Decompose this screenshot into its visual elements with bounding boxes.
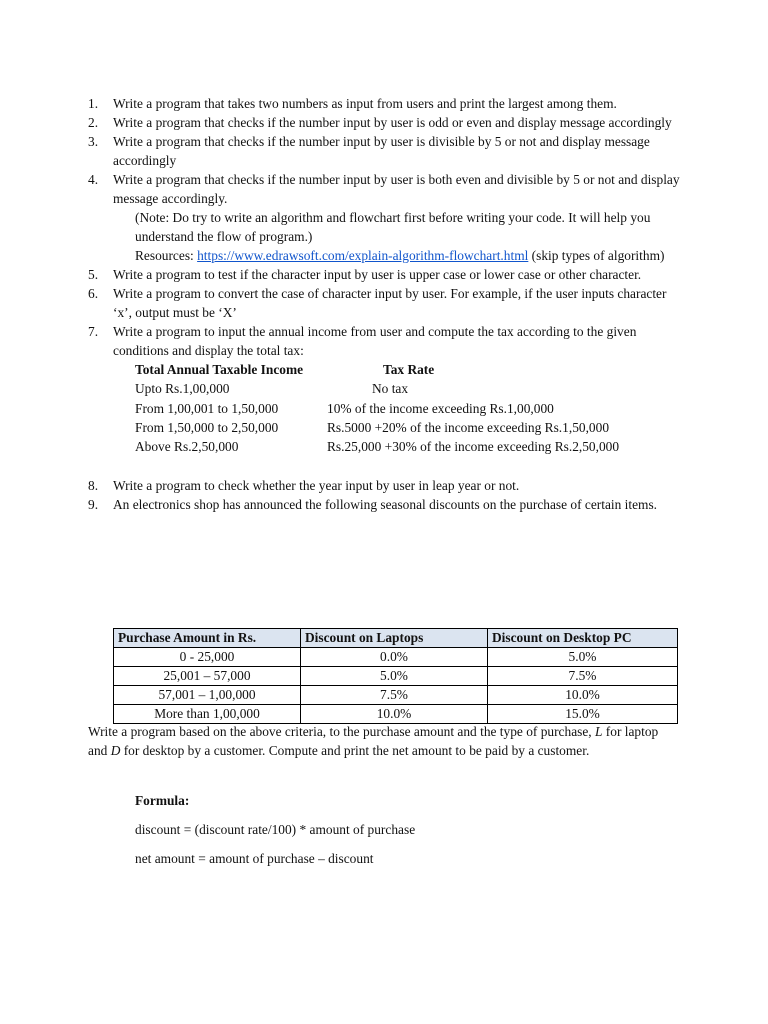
list-item — [88, 322, 680, 456]
paragraph-part: for laptop and — [88, 724, 659, 758]
laptop-code: L — [595, 724, 603, 739]
discount-header-laptops: Discount on Laptops — [301, 629, 488, 648]
table-row — [114, 648, 678, 667]
tax-header-row — [113, 360, 680, 379]
paragraph-part: Write a program based on the above criteria, to the purchase amount and the type of purchase, — [88, 724, 595, 739]
item-number: 5. — [88, 267, 99, 282]
list-item — [88, 132, 680, 170]
item-text: Write a program that checks if the number input by user is divisible by 5 or not and display message accordingly — [113, 134, 650, 168]
item-number: 4. — [88, 172, 99, 187]
tax-rate: No tax — [372, 381, 409, 397]
exercise-list — [88, 94, 680, 514]
list-item — [88, 94, 680, 113]
tax-income: Above Rs.2,50,000 — [135, 439, 239, 455]
tax-rate: Rs.5000 +20% of the income exceeding Rs.1,50,000 — [327, 419, 610, 435]
tax-income: Upto Rs.1,00,000 — [135, 381, 230, 397]
spacer — [88, 456, 680, 476]
after-table-paragraph — [88, 722, 678, 760]
desktop-code: D — [110, 743, 121, 758]
item-number: 6. — [88, 286, 99, 301]
list-item — [88, 284, 680, 322]
paragraph-part: for desktop by a customer. Compute and print the net amount to be paid by a customer. — [120, 743, 590, 758]
tax-income: From 1,00,001 to 1,50,000 — [135, 400, 279, 416]
formula-title: Formula: — [135, 793, 190, 808]
resources-link[interactable]: https://www.edrawsoft.com/explain-algorithm-flowchart.html — [197, 248, 529, 263]
tax-row — [113, 379, 680, 398]
tax-income: From 1,50,000 to 2,50,000 — [135, 419, 279, 435]
discount-amount: 57,001 – 1,00,000 — [114, 686, 301, 705]
item-text: Write a program to convert the case of character input by user. For example, if the user inputs character ‘x’, output must be ‘X’ — [113, 286, 667, 320]
tax-rate: Rs.25,000 +30% of the income exceeding Rs.2,50,000 — [327, 439, 620, 455]
item-text: Write a program to test if the character input by user is upper case or lower case or other character. — [113, 267, 642, 282]
discount-laptop: 5.0% — [301, 667, 488, 686]
discount-desktop: 15.0% — [488, 705, 678, 724]
discount-desktop: 10.0% — [488, 686, 678, 705]
item-number: 2. — [88, 115, 99, 130]
list-item — [88, 113, 680, 132]
item-number: 9. — [88, 497, 99, 513]
discount-amount: More than 1,00,000 — [114, 705, 301, 724]
formula-net-amount: net amount = amount of purchase – discount — [135, 851, 374, 866]
list-item — [88, 265, 680, 284]
tax-table — [113, 360, 680, 456]
discount-amount: 0 - 25,000 — [114, 648, 301, 667]
discount-header-amount: Purchase Amount in Rs. — [114, 629, 301, 648]
item-text: Write a program that checks if the number input by user is both even and divisible by 5 or not and display message accordingly. — [113, 172, 680, 206]
formula-discount: discount = (discount rate/100) * amount of purchase — [135, 822, 416, 837]
tax-row — [113, 437, 680, 456]
tax-rate: 10% of the income exceeding Rs.1,00,000 — [327, 400, 554, 416]
discount-desktop: 5.0% — [488, 648, 678, 667]
item-text: Write a program to input the annual income from user and compute the tax according to the given conditions and display the total tax: — [113, 324, 637, 358]
discount-table — [113, 628, 678, 724]
table-row — [114, 686, 678, 705]
item-number: 7. — [88, 324, 99, 339]
note-text: (Note: Do try to write an algorithm and flowchart first before writing your code. It will help you understand the flow of program.) — [135, 210, 651, 244]
tax-header-income: Total Annual Taxable Income — [135, 362, 304, 377]
discount-laptop: 10.0% — [301, 705, 488, 724]
discount-laptop: 7.5% — [301, 686, 488, 705]
resources-suffix: (skip types of algorithm) — [528, 248, 665, 263]
discount-amount: 25,001 – 57,000 — [114, 667, 301, 686]
item-text: Write a program that takes two numbers as input from users and print the largest among them. — [113, 96, 617, 111]
list-item — [88, 170, 680, 265]
resources-line — [113, 246, 680, 265]
item-number: 1. — [88, 96, 99, 111]
discount-desktop: 7.5% — [488, 667, 678, 686]
table-row — [114, 705, 678, 724]
tax-row — [113, 418, 680, 437]
discount-laptop: 0.0% — [301, 648, 488, 667]
list-item — [88, 476, 680, 495]
table-row — [114, 667, 678, 686]
tax-row — [113, 399, 680, 418]
item-text: Write a program to check whether the year input by user in leap year or not. — [113, 478, 520, 494]
tax-header-rate: Tax Rate — [383, 362, 435, 377]
discount-header-row — [114, 629, 678, 648]
list-item — [88, 495, 680, 514]
discount-header-desktop: Discount on Desktop PC — [488, 629, 678, 648]
item-number: 3. — [88, 134, 99, 149]
item-text: An electronics shop has announced the following seasonal discounts on the purchase of certain items. — [113, 497, 658, 513]
resources-label: Resources: — [135, 248, 198, 263]
item-text: Write a program that checks if the number input by user is odd or even and display message accordingly — [113, 115, 672, 130]
item-number: 8. — [88, 478, 99, 494]
